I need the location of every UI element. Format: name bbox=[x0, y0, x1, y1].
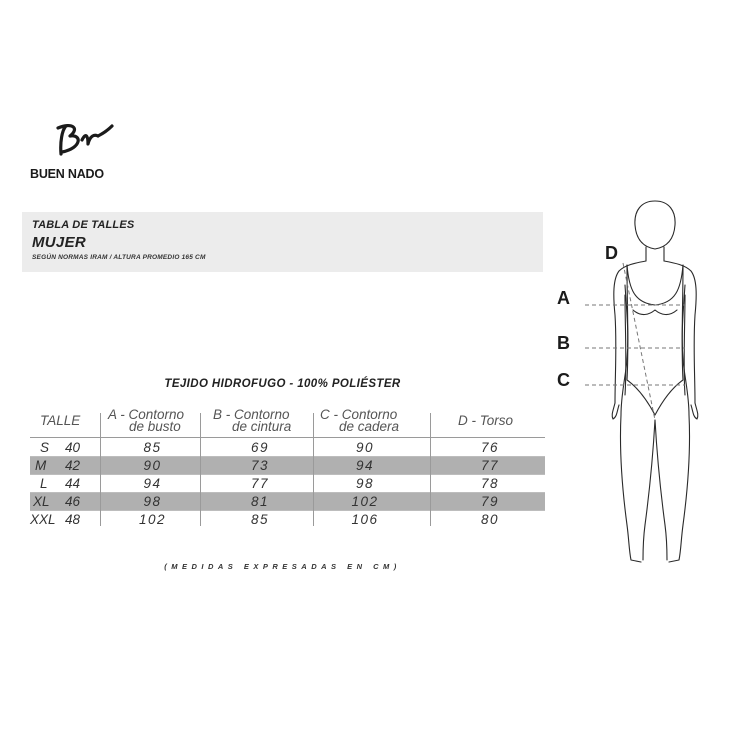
table-row bbox=[30, 511, 545, 528]
size-number: 46 bbox=[65, 494, 81, 509]
waist-value: 69 bbox=[250, 440, 270, 455]
waist-value: 73 bbox=[250, 458, 270, 473]
header-c-line2: de cadera bbox=[339, 419, 400, 434]
size-label: S bbox=[40, 440, 50, 455]
bust-value: 85 bbox=[143, 440, 162, 455]
size-number: 48 bbox=[65, 512, 81, 527]
size-number: 42 bbox=[65, 458, 81, 473]
table-row bbox=[30, 457, 545, 474]
header-band bbox=[22, 212, 543, 272]
hip-value: 90 bbox=[355, 440, 375, 455]
size-label: M bbox=[35, 458, 47, 473]
column-divider bbox=[200, 413, 201, 526]
bust-value: 94 bbox=[143, 476, 162, 491]
column-divider bbox=[100, 413, 101, 526]
label-d: D bbox=[605, 243, 618, 263]
bust-value: 90 bbox=[143, 458, 162, 473]
header-divider bbox=[30, 437, 545, 438]
size-label: L bbox=[40, 476, 48, 491]
hip-value: 94 bbox=[355, 458, 375, 473]
hip-value: 102 bbox=[351, 494, 379, 509]
hip-value: 98 bbox=[355, 476, 375, 491]
body-figure-icon bbox=[555, 195, 750, 575]
torso-value: 76 bbox=[480, 440, 500, 455]
fabric-heading: TEJIDO HIDROFUGO - 100% POLIÉSTER bbox=[164, 378, 401, 390]
page-title: TABLA DE TALLES bbox=[32, 219, 135, 231]
bust-value: 102 bbox=[138, 512, 167, 527]
table-row bbox=[30, 493, 545, 510]
torso-value: 80 bbox=[480, 512, 500, 527]
page-subtitle: MUJER bbox=[32, 234, 87, 251]
standards-note: SEGÚN NORMAS IRAM / ALTURA PROMEDIO 165 CM bbox=[32, 254, 206, 261]
torso-value: 78 bbox=[480, 476, 500, 491]
torso-value: 79 bbox=[480, 494, 500, 509]
waist-value: 85 bbox=[250, 512, 270, 527]
table-row bbox=[30, 475, 545, 492]
brand-logo-icon bbox=[48, 120, 138, 160]
header-b-line1: B - Contorno bbox=[213, 407, 290, 422]
header-d: D - Torso bbox=[458, 413, 514, 428]
size-label: XL bbox=[33, 494, 50, 509]
header-a-line2: de busto bbox=[129, 419, 181, 434]
size-number: 44 bbox=[65, 476, 81, 491]
units-note: (MEDIDAS EXPRESADAS EN CM) bbox=[164, 562, 401, 571]
column-divider bbox=[430, 413, 431, 526]
brand-logo bbox=[30, 120, 140, 190]
torso-value: 77 bbox=[480, 458, 500, 473]
table-row bbox=[30, 439, 545, 456]
hip-value: 106 bbox=[351, 512, 379, 527]
waist-value: 81 bbox=[250, 494, 270, 509]
brand-name: BUEN NADO bbox=[30, 167, 104, 181]
size-number: 40 bbox=[65, 440, 81, 455]
header-a-line1: A - Contorno bbox=[108, 407, 185, 422]
body-figure bbox=[555, 195, 750, 575]
header-c-line1: C - Contorno bbox=[320, 407, 398, 422]
waist-value: 77 bbox=[250, 476, 270, 491]
size-label: XXL bbox=[30, 512, 56, 527]
label-a: A bbox=[557, 288, 570, 308]
label-c: C bbox=[557, 370, 570, 390]
column-divider bbox=[313, 413, 314, 526]
header-talle: TALLE bbox=[40, 413, 81, 428]
label-b: B bbox=[557, 333, 570, 353]
bust-value: 98 bbox=[143, 494, 162, 509]
header-b-line2: de cintura bbox=[232, 419, 292, 434]
